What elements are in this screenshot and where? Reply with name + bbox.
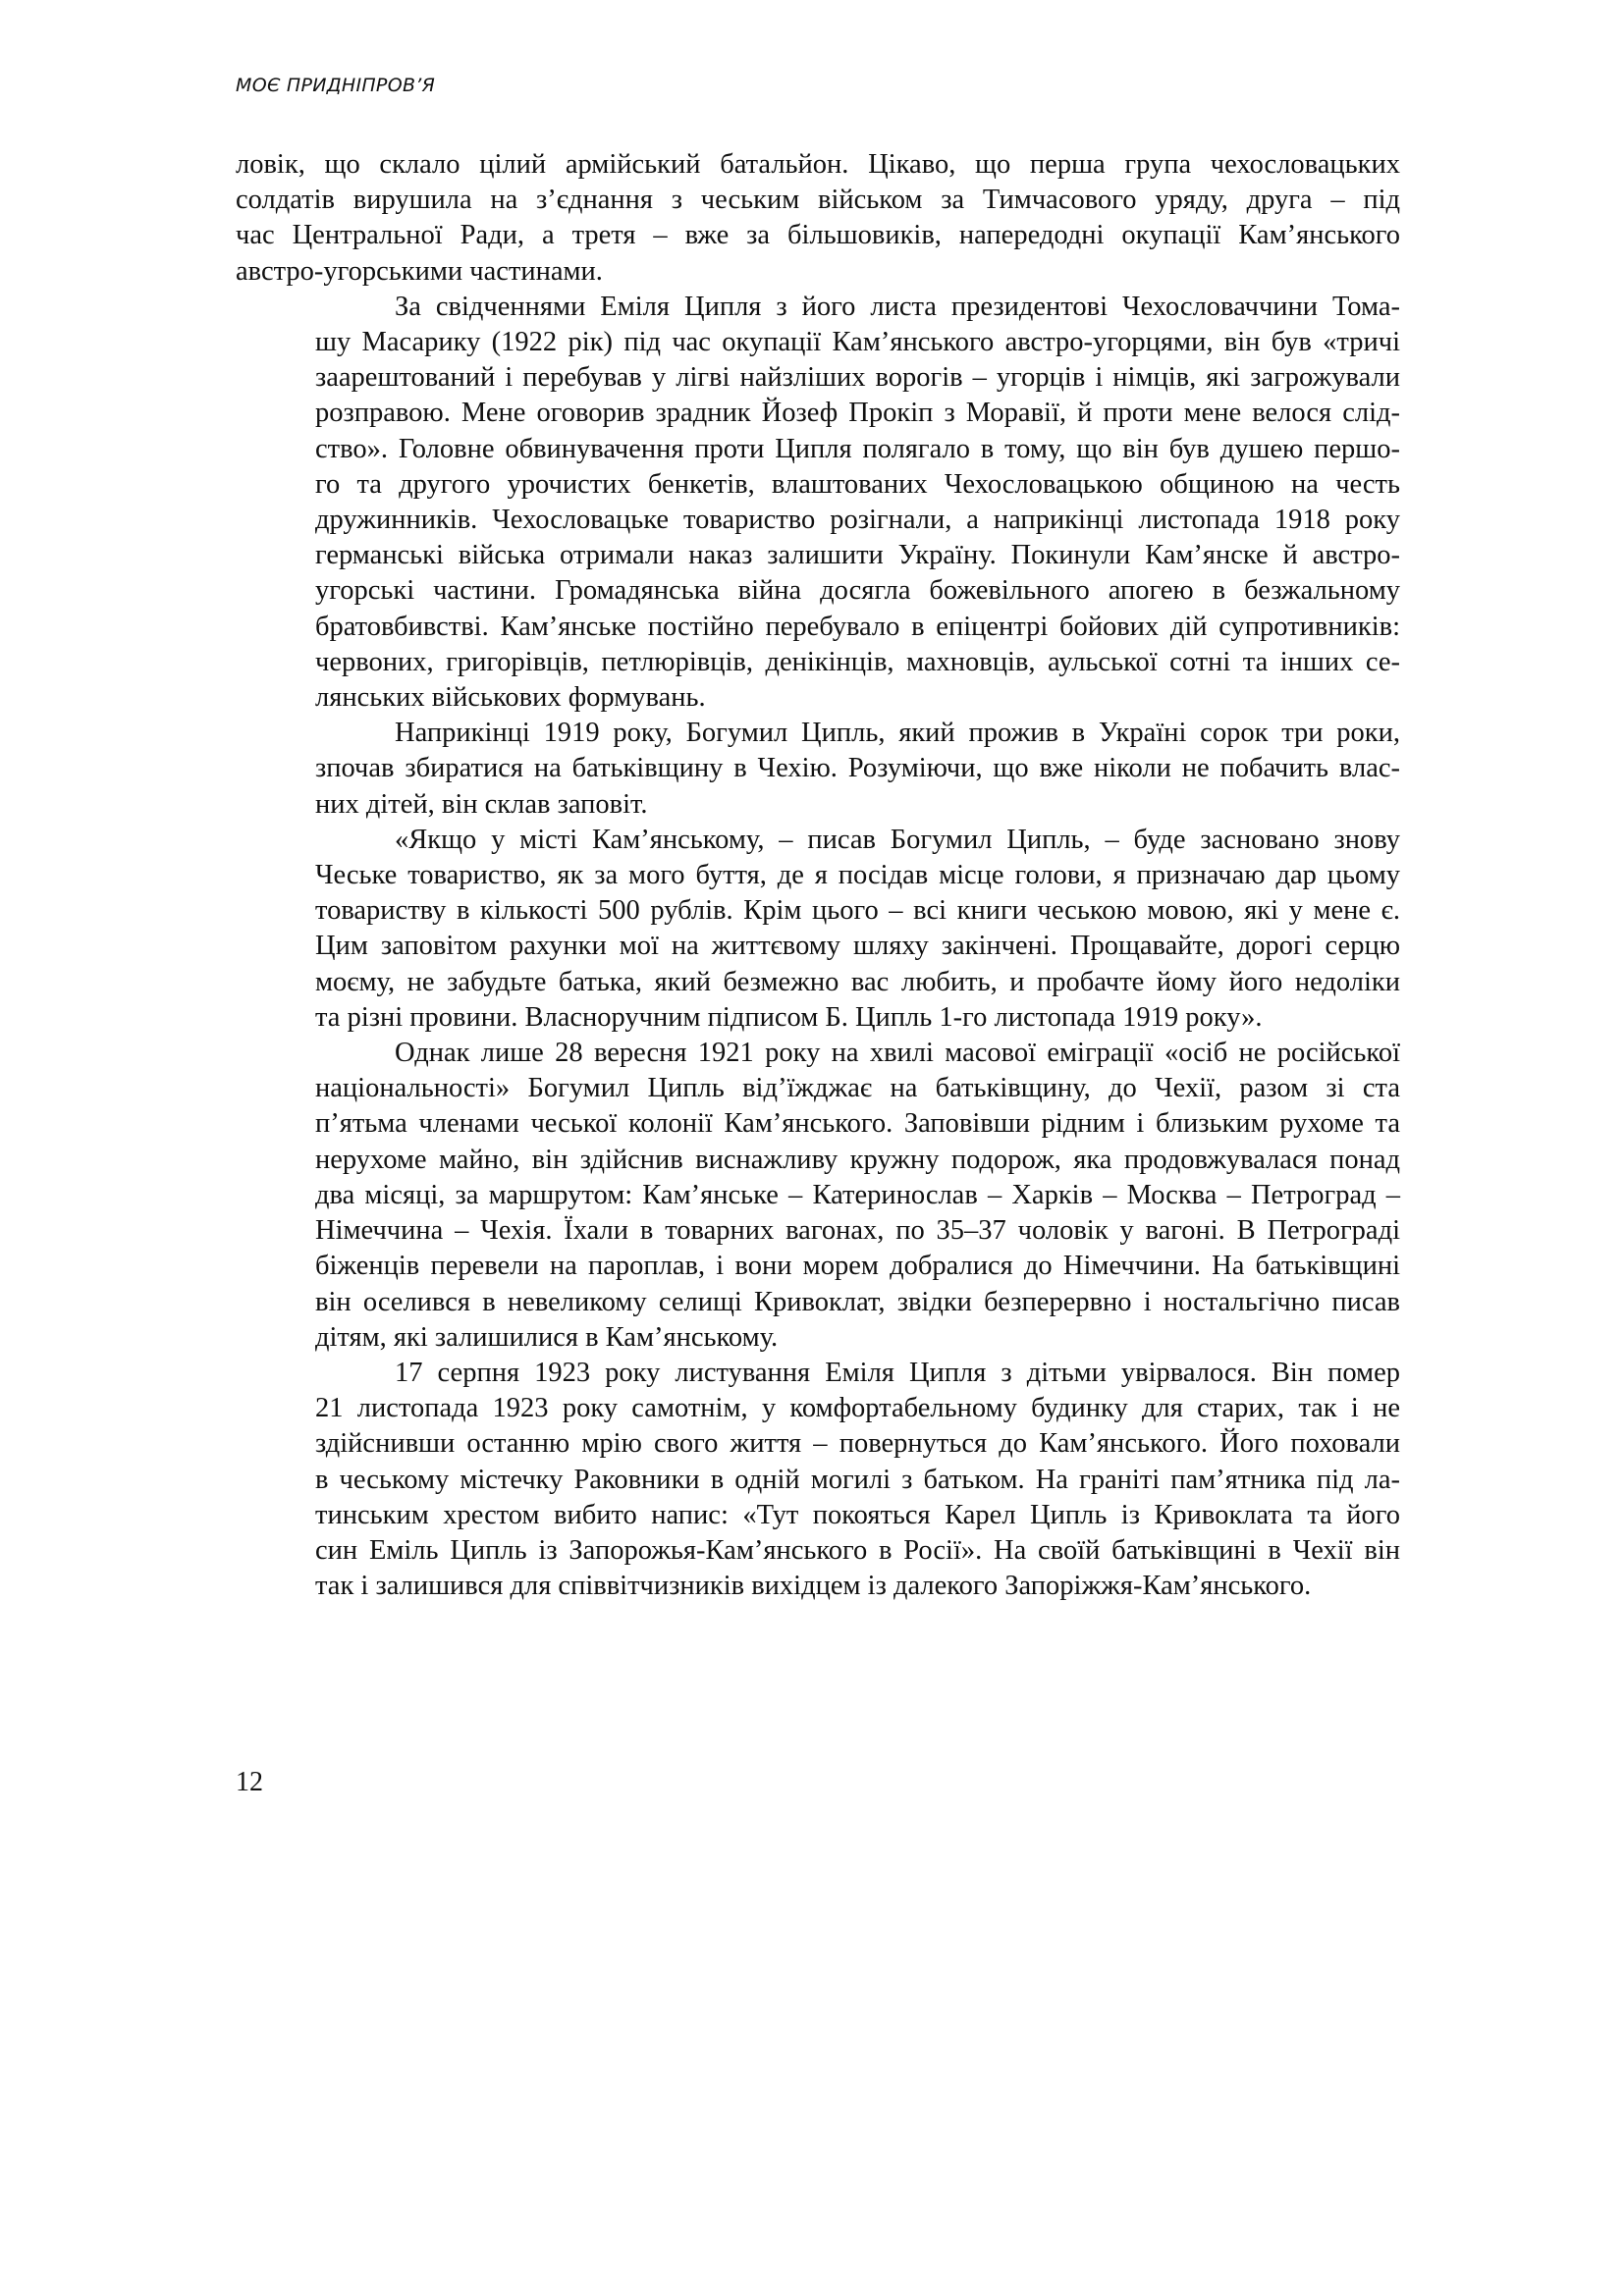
text-line: так і залишився для співвітчизників вихідцем із далекого Запоріжжя-Кам’янського. xyxy=(315,1571,1312,1602)
paragraph xyxy=(236,1036,1400,1356)
text-line: Чеське товариство, як за мого буття, де я посідав місце голови, я призначаю дар цьому xyxy=(315,860,1400,891)
text-line: моєму, не забудьте батька, який безмежно вас любить, и пробачте йому його недоліки xyxy=(315,966,1400,997)
text-line: шу Масарику (1922 рік) під час окупації Кам’янського австро-угорцями, він був «тричі xyxy=(315,327,1400,358)
page-number: 12 xyxy=(236,1767,263,1797)
text-line: дружинників. Чехословацьке товариство розігнали, а наприкінці листопада 1918 року xyxy=(315,505,1400,536)
text-line: син Еміль Ципль із Запорожья-Кам’янського в Росії». На своїй батьківщині в Чехії він xyxy=(315,1534,1400,1566)
text-line: та різні провини. Власноручним підписом Б. Ципль 1-го листопада 1919 року». xyxy=(315,1001,1263,1033)
text-line: угорські частини. Громадянська війна досягла божевільного апогею в безжальному xyxy=(315,575,1400,607)
text-line: го та другого урочистих бенкетів, влаштованих Чехословацькою общиною на честь xyxy=(315,468,1400,500)
article-body xyxy=(236,147,1400,1604)
text-line: Цим заповітом рахунки мої на життєвому шляху закінчені. Прощавайте, дорогі серцю xyxy=(315,931,1400,962)
text-line: червоних, григорівців, петлюрівців, денікінців, махновців, аульської сотні та інших се- xyxy=(315,646,1400,677)
text-line: германські війська отримали наказ залишити Україну. Покинули Кам’янске й австро- xyxy=(315,540,1400,571)
text-line: них дітей, він склав заповіт. xyxy=(315,788,648,820)
text-line: заарештований і перебував у лігві найзліших ворогів – угорців і німців, які загрожували xyxy=(315,362,1400,394)
text-line: солдатів вирушила на з’єднання з чеським військом за Тимчасового уряду, друга – під xyxy=(236,185,1400,216)
text-line: він оселився в невеликому селищі Кривоклат, звідки безперервно і ностальгічно писав xyxy=(315,1286,1400,1317)
text-line: ство». Головне обвинувачення проти Ципля полягало в тому, що він був душею першо- xyxy=(315,433,1400,464)
text-line: 21 листопада 1923 року самотнім, у комфортабельному будинку для старих, так і не xyxy=(315,1393,1400,1424)
text-line: час Центральної Ради, а третя – вже за більшовиків, напередодні окупації Кам’янського xyxy=(236,220,1400,251)
text-line: зпочав збиратися на батьківщину в Чехію. Розуміючи, що вже ніколи не побачить влас- xyxy=(315,753,1400,784)
text-line: австро-угорськими частинами. xyxy=(236,255,603,287)
text-line: біженців перевели на пароплав, і вони морем добралися до Німеччини. На батьківщині xyxy=(315,1251,1400,1282)
text-line: товариству в кількості 500 рублів. Крім цього – всі книги чеською мовою, які у мене є. xyxy=(315,895,1400,927)
paragraph xyxy=(236,1356,1400,1604)
text-line: в чеському містечку Раковники в одній могилі з батьком. На граніті пам’ятника під ла- xyxy=(315,1464,1400,1495)
text-line: «Якщо у місті Кам’янському, – писав Богумил Ципль, – буде засновано знову xyxy=(395,824,1400,855)
text-line: тинським хрестом вибито напис: «Тут покояться Карел Ципль із Кривоклата та його xyxy=(315,1499,1400,1530)
text-line: нерухоме майно, він здійснив виснажливу кружну подорож, яка продовжувалася понад xyxy=(315,1144,1400,1175)
text-line: п’ятьма членами чеської колонії Кам’янського. Заповівши рідним і близьким рухоме та xyxy=(315,1108,1400,1140)
text-line: Наприкінці 1919 року, Богумил Ципль, який прожив в Україні сорок три роки, xyxy=(395,718,1400,749)
text-line: дітям, які залишилися в Кам’янському. xyxy=(315,1321,779,1353)
paragraph xyxy=(236,716,1400,823)
text-line: Однак лише 28 вересня 1921 року на хвилі масової еміграції «осіб не російської xyxy=(395,1038,1400,1069)
paragraph xyxy=(236,290,1400,716)
text-line: братовбивстві. Кам’янське постійно перебувало в епіцентрі бойових дій супротивників: xyxy=(315,611,1400,642)
text-line: національності» Богумил Ципль від’їжджає на батьківщину, до Чехії, разом зі ста xyxy=(315,1073,1400,1104)
text-line: За свідченнями Еміля Ципля з його листа президентові Чехословаччини Тома- xyxy=(395,291,1400,322)
text-line: ловік, що склало цілий армійський батальйон. Цікаво, що перша група чехословацьких xyxy=(236,149,1400,180)
text-line: 17 серпня 1923 року листування Еміля Ципля з дітьми увірвалося. Він помер xyxy=(395,1357,1400,1388)
paragraph xyxy=(236,823,1400,1036)
text-line: два місяці, за маршрутом: Кам’янське – Катеринослав – Харків – Москва – Петроград – xyxy=(315,1179,1400,1210)
paragraph xyxy=(236,147,1400,290)
text-line: лянських військових формувань. xyxy=(315,682,706,714)
text-line: розправою. Мене оговорив зрадник Йозеф Прокіп з Моравії, й проти мене велося слід- xyxy=(315,398,1400,429)
running-header: МОЄ ПРИДНІПРОВ’Я xyxy=(236,75,436,96)
text-line: Німеччина – Чехія. Їхали в товарних вагонах, по 35–37 чоловік у вагоні. В Петрограді xyxy=(315,1215,1400,1247)
text-line: здійснивши останню мрію свого життя – повернуться до Кам’янського. Його поховали xyxy=(315,1428,1400,1460)
